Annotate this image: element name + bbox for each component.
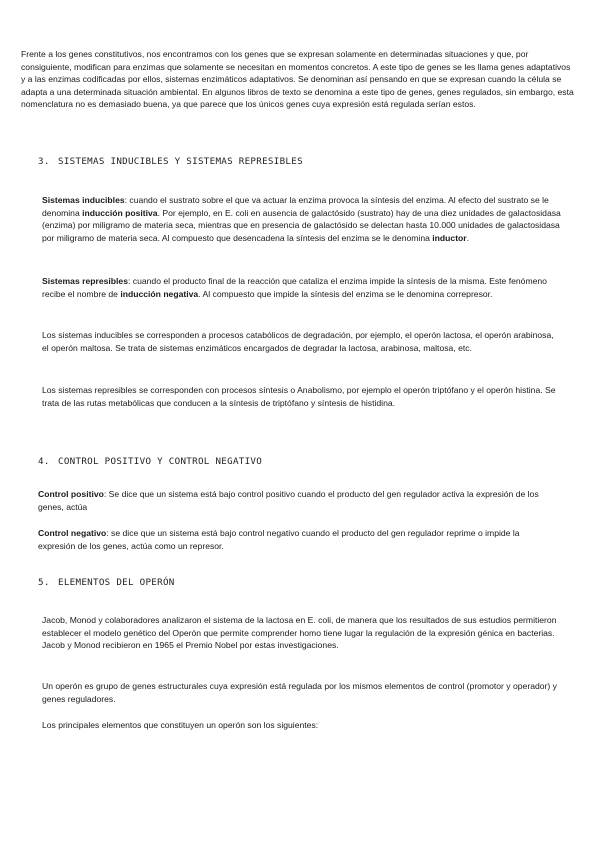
intro-paragraph: Frente a los genes constitutivos, nos encontramos con los genes que se expresan solamente en determinadas situaciones y que, por consiguiente, modifican para enzimas que solamente se necesitan en momentos concretos. A este tipo de genes se les llama genes adaptativos y a las enzimas codificadas por ellos, sistemas enzimáticos adaptativos. Se denominan así pensando en que se expresan cuando la célula se adapta a una determinada situación ambiental. En algunos libros de texto se denomina a este tipo de genes, genes regulados, sin embargo, esta nomenclatura no es demasiado buena, ya que parece que los únicos genes cuya expresión está regulada serían estos.	[21, 49, 574, 110]
control-positivo-term: Control positivo	[38, 489, 104, 499]
control-negativo-paragraph	[38, 527, 558, 552]
control-negativo-term: Control negativo	[38, 528, 107, 538]
represibles-text-1: : cuando el producto final de la reacción que cataliza el enzima impide la síntesis de la misma. Este fenómeno recibe el nombre de	[42, 276, 547, 299]
induccion-negativa-term: inducción negativa	[120, 288, 199, 299]
section-5-heading	[38, 577, 175, 588]
inducibles-text-1: : cuando el sustrato sobre el que va actuar la enzima provoca la síntesis del enzima. Al efecto del sustrato se le denomina	[42, 195, 549, 218]
inducibles-catabolicos-paragraph: Los sistemas inducibles se corresponden a procesos catabólicos de degradación, por ejemplo, el operón lactosa, el operón arabinosa, el operón maltosa. Se trata de sistemas enzimáticos encargados de degradar la lactosa, arabinosa, maltosa, etc.	[42, 330, 554, 353]
section-4-title: CONTROL POSITIVO Y CONTROL NEGATIVO	[58, 456, 263, 467]
operon-elements-intro: Los principales elementos que constituyen un operón son los siguientes:	[42, 720, 319, 730]
operon-definition-paragraph: Un operón es grupo de genes estructurales cuya expresión está regulada por los mismos elementos de control (promotor y operador) y genes reguladores.	[42, 681, 557, 704]
inducibles-text-3: .	[466, 232, 470, 243]
section-5-title: ELEMENTOS DEL OPERÓN	[58, 577, 175, 588]
represibles-term: Sistemas represibles	[42, 276, 128, 286]
section-4-number: 4.	[38, 456, 50, 467]
section-5-number: 5.	[38, 577, 50, 588]
inducibles-paragraph	[42, 194, 562, 244]
section-4-heading	[38, 456, 262, 467]
section-3-number: 3.	[38, 156, 50, 167]
control-negativo-text: : se dice que un sistema está bajo control negativo cuando el producto del gen regulador reprime o impide la expresión de los genes, actúa como un represor.	[38, 528, 520, 551]
represibles-paragraph	[42, 275, 562, 300]
control-positivo-paragraph	[38, 488, 558, 513]
represibles-anabolicos-paragraph: Los sistemas represibles se corresponden con procesos síntesis o Anabolismo, por ejemplo el operón triptófano y el operón histina. Se trata de las rutas metabólicas que conducen a la síntesis de triptófano y síntesis de histidina.	[42, 385, 556, 408]
inducibles-term: Sistemas inducibles	[42, 195, 125, 205]
section-3-heading	[38, 156, 303, 167]
control-positivo-text: : Se dice que un sistema está bajo control positivo cuando el producto del gen regulador activa la expresión de los genes, actúa	[38, 489, 539, 512]
jacob-monod-paragraph: Jacob, Monod y colaboradores analizaron el sistema de la lactosa en E. coli, de manera que los resultados de sus estudios permitieron establecer el modelo genético del Operón que permite comprender homo tiene lugar la regulación de la expresión génica en bacterias. Jacob y Monod recibieron en 1965 el Premio Nobel por estas investigaciones.	[42, 615, 557, 651]
represibles-text-2: . Al compuesto que impide la síntesis del enzima se le denomina correpresor.	[198, 288, 493, 299]
section-3-title: SISTEMAS INDUCIBLES Y SISTEMAS REPRESIBLES	[58, 156, 303, 167]
induccion-positiva-term: inducción positiva	[82, 207, 158, 218]
inducibles-text-2: . Por ejemplo, en E. coli en ausencia de galactósido (sustrato) hay de una diez unidades de galactosidasa (enzima) por miligramo de materia seca, mientras que en presencia de galactósido se delectan hasta 10.000 unidades de galactosidasa por miligramo de materia seca. Al compuesto que desencadena la síntesis del enzima se le denomina	[42, 207, 561, 243]
inductor-term: inductor	[432, 232, 467, 243]
